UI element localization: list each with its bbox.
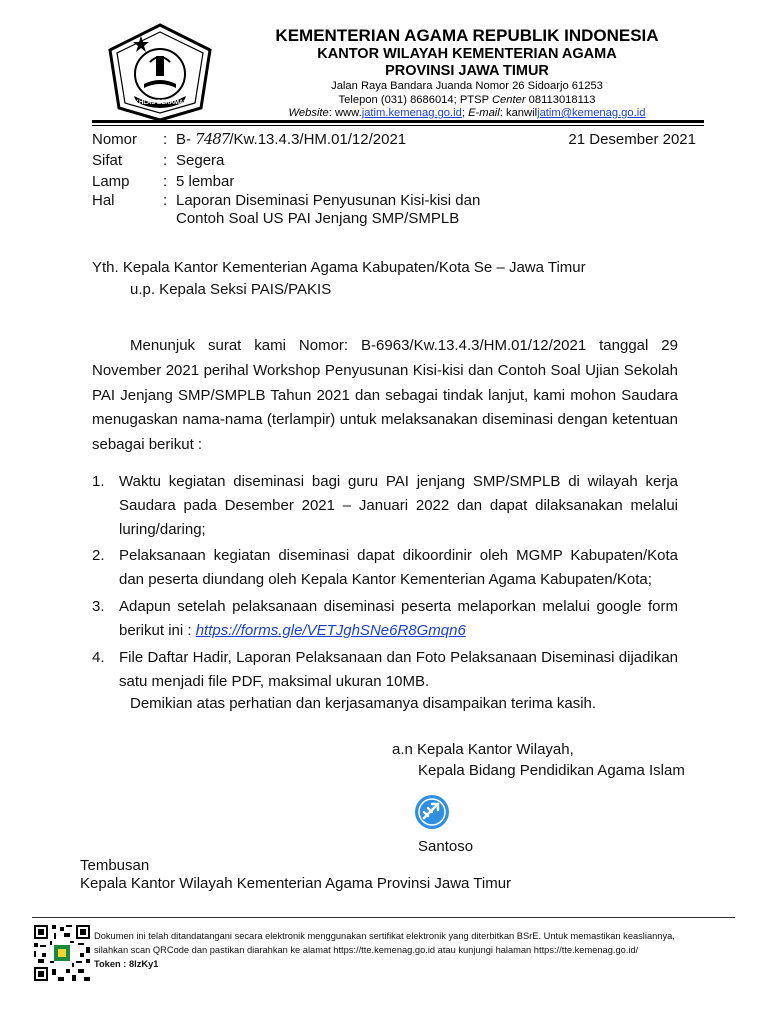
hal-line-2: Contoh Soal US PAI Jenjang SMP/SMPLB	[176, 210, 460, 227]
nomor-colon: :	[163, 131, 168, 148]
letterhead	[232, 26, 702, 121]
closing-sentence: Demikian atas perhatian dan kerjasamanya disampaikan terima kasih.	[130, 695, 597, 712]
list-text: Adapun setelah pelaksanaan diseminasi peserta melaporkan melalui google form berikut ini : https://forms.gle/VETJghSNe6R8Gmqn6	[119, 598, 678, 639]
recipient-up: u.p. Kepala Seksi PAIS/PAKIS	[130, 281, 332, 298]
website-link[interactable]: jatim.kemenag.go.id	[361, 107, 462, 119]
recipient-line: Yth. Kepala Kantor Kementerian Agama Kabupaten/Kota Se – Jawa Timur	[92, 259, 586, 276]
svg-text:IKHLAS BERAMAL: IKHLAS BERAMAL	[133, 100, 187, 106]
footer-divider	[32, 917, 735, 918]
signature-title-2: Kepala Bidang Pendidikan Agama Islam	[418, 762, 685, 779]
header-rule-thin	[92, 125, 704, 126]
nomor-label: Nomor	[92, 131, 138, 148]
list-text: Waktu kegiatan diseminasi bagi guru PAI jenjang SMP/SMPLB di wilayah kerja Saudara pada Desember 2021 – Januari 2022 dan dapat dilaksanakan melalui luring/daring;	[119, 473, 678, 538]
office-name: KANTOR WILAYAH KEMENTERIAN AGAMA	[317, 46, 617, 62]
list-text: File Daftar Hadir, Laporan Pelaksanaan dan Foto Pelaksanaan Diseminasi dijadikan satu menjadi file PDF, maksimal ukuran 10MB.	[119, 649, 678, 690]
office-web-email: Website: www.jatim.kemenag.go.id; E-mail: kanwiljatim@kemenag.go.id	[288, 107, 646, 119]
lamp-label: Lamp	[92, 173, 130, 190]
list-number: 2.	[92, 547, 105, 564]
nomor-value: B- 7487/Kw.13.4.3/HM.01/12/2021	[176, 130, 407, 148]
sifat-label: Sifat	[92, 152, 123, 169]
intro-paragraph: Menunjuk surat kami Nomor: B-6963/Kw.13.4.3/HM.01/12/2021 tanggal 29 November 2021 perihal Workshop Penyusunan Kisi-kisi dan Contoh Soal Ujian Sekolah PAI Jenjang SMP/SMPLB Tahun 2021 dan sebagai tindak lanjut, kami mohon Saudara menugaskan nama-nama (terlampir) untuk melaksanakan diseminasi dengan ketentuan sebagai berikut :	[92, 337, 678, 454]
hal-line-1: Laporan Diseminasi Penyusunan Kisi-kisi dan	[176, 192, 481, 209]
tembusan-title: Tembusan	[80, 857, 150, 874]
footer-text	[94, 929, 744, 971]
ministry-name: KEMENTERIAN AGAMA REPUBLIK INDONESIA	[275, 26, 659, 45]
email-link[interactable]: jatim@kemenag.go.id	[537, 107, 646, 119]
signature-title-1: a.n Kepala Kantor Wilayah,	[392, 741, 574, 758]
hal-colon: :	[163, 192, 168, 209]
letter-date: 21 Desember 2021	[568, 131, 696, 148]
tembusan-line: Kepala Kantor Wilayah Kementerian Agama Provinsi Jawa Timur	[80, 875, 512, 892]
google-form-link[interactable]: https://forms.gle/VETJghSNe6R8Gmqn6	[195, 622, 466, 639]
hal-label: Hal	[92, 192, 115, 209]
list-number: 1.	[92, 473, 105, 490]
lamp-value: 5 lembar	[176, 173, 235, 190]
electronic-signature-icon	[414, 794, 450, 830]
province-name: PROVINSI JAWA TIMUR	[385, 63, 549, 79]
signatory-name: Santoso	[418, 838, 474, 855]
footer-line-2: silahkan scan QRCode dan pastikan diarahkan ke alamat https://tte.kemenag.go.id atau kunjungi halaman https://tte.kemenag.go.id/	[94, 945, 639, 955]
handwritten-number: 7487	[195, 130, 230, 148]
kemenag-logo	[104, 22, 216, 122]
header-rule-thick	[92, 120, 704, 123]
office-phone: Telepon (031) 8686014; PTSP Center 08113018113	[338, 93, 596, 106]
list-text: Pelaksanaan kegiatan diseminasi dapat dikoordinir oleh MGMP Kabupaten/Kota dan peserta diundang oleh Kepala Kantor Kementerian Agama Kabupaten/Kota;	[119, 547, 678, 588]
lamp-colon: :	[163, 173, 168, 190]
sifat-colon: :	[163, 152, 168, 169]
list-number: 4.	[92, 649, 105, 666]
footer-line-1: Dokumen ini telah ditandatangani secara elektronik menggunakan sertifikat elektronik yang diterbitkan BSrE. Untuk memastikan keasliannya,	[94, 931, 675, 941]
list-number: 3.	[92, 598, 105, 615]
qr-code-icon[interactable]	[34, 925, 90, 981]
footer-token: Token : 8lzKy1	[94, 959, 159, 969]
sifat-value: Segera	[176, 152, 225, 169]
office-address: Jalan Raya Bandara Juanda Nomor 26 Sidoarjo 61253	[331, 80, 603, 92]
